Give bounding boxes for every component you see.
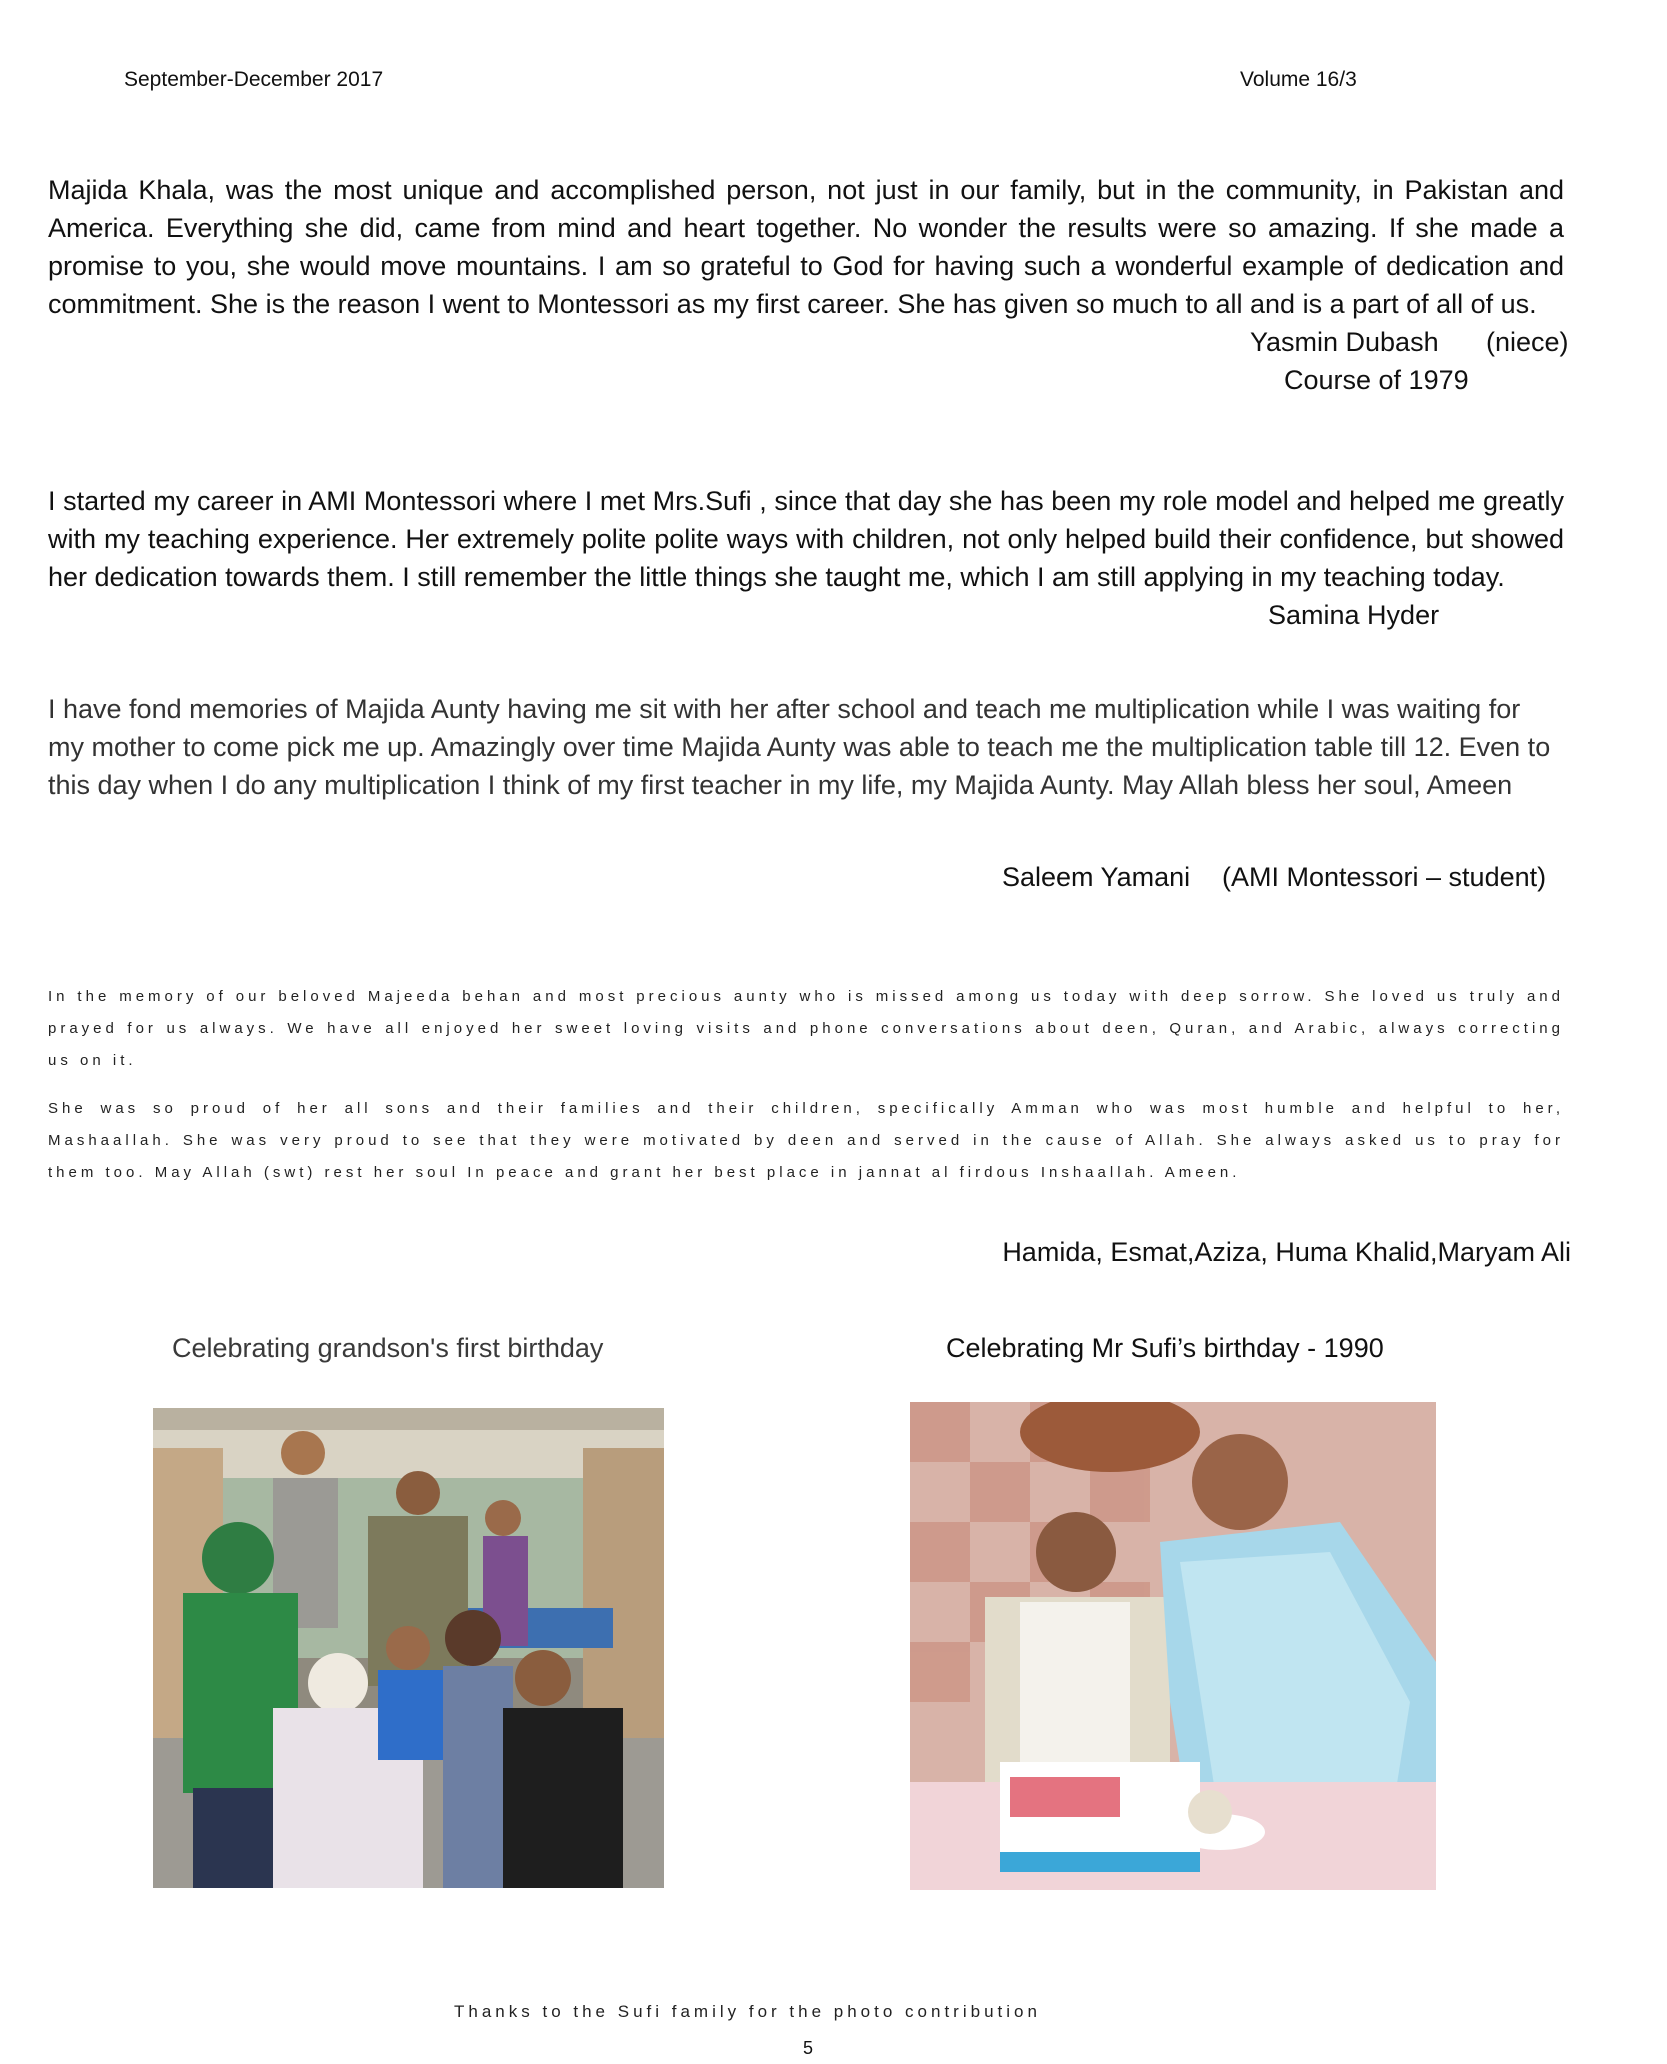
tribute-3-author: Saleem Yamani (1002, 862, 1191, 892)
tribute-1-relation: (niece) (1486, 327, 1569, 357)
page-number: 5 (803, 2038, 814, 2058)
tribute-2-author: Samina Hyder (1268, 600, 1440, 630)
tribute-1-detail: Course of 1979 (1284, 365, 1469, 395)
tribute-3-relation: (AMI Montessori – student) (1222, 862, 1547, 892)
tribute-1-author: Yasmin Dubash (1250, 327, 1439, 357)
photo-credit: Thanks to the Sufi family for the photo contribution (454, 2002, 1041, 2021)
photo-mr-sufi-birthday-image (910, 1402, 1436, 1890)
tribute-1-text: Majida Khala, was the most unique and accomplished person, not just in our family, but in the community, in Pakistan and America. Everything she did, came from mind and heart together. No wonder the results were so amazing. If she made a promise to you, she would move mountains. I am so grateful to God for having such a wonderful example of dedication and commitment. She is the reason I went to Montessori as my first career. She has given so much to all and is a part of all of us. (48, 175, 1564, 319)
photo-mr-sufi-birthday (910, 1402, 1436, 1890)
tribute-3-text: I have fond memories of Majida Aunty having me sit with her after school and teach me multiplication while I was waiting for my mother to come pick me up. Amazingly over time Majida Aunty was able to teach me the multiplication table till 12. Even to this day when I do any multiplication I think of my first teacher in my life, my Majida Aunty. May Allah bless her soul, Ameen (48, 694, 1551, 800)
photo-grandson-birthday-image (153, 1408, 664, 1888)
issue-date: September-December 2017 (124, 68, 384, 91)
issue-volume: Volume 16/3 (1240, 68, 1357, 91)
tribute-4-authors: Hamida, Esmat,Aziza, Huma Khalid,Maryam Ali (1002, 1237, 1571, 1267)
tribute-2-text: I started my career in AMI Montessori where I met Mrs.Sufi , since that day she has been my role model and helped me greatly with my teaching experience. Her extremely polite polite ways with children, not only helped build their confidence, but showed her dedication towards them. I still remember the little things she taught me, which I am still applying in my teaching today. (48, 486, 1564, 592)
photo-2-caption: Celebrating Mr Sufi’s birthday - 1990 (946, 1333, 1384, 1363)
tribute-4-text-part-1: In the memory of our beloved Majeeda behan and most precious aunty who is missed among us today with deep sorrow. She loved us truly and prayed for us always. We have all enjoyed her sweet loving visits and phone conversations about deen, Quran, and Arabic, always correcting us on it. (48, 988, 1564, 1069)
photo-grandson-birthday (153, 1408, 664, 1888)
photo-1-caption: Celebrating grandson's first birthday (172, 1333, 604, 1363)
tribute-4-text-part-2: She was so proud of her all sons and their families and their children, specifically Amman who was most humble and helpful to her, Mashaallah. She was very proud to see that they were motivated by deen and served in the cause of Allah. She always asked us to pray for them too. May Allah (swt) rest her soul In peace and grant her best place in jannat al firdous Inshaallah. Ameen. (48, 1100, 1564, 1181)
